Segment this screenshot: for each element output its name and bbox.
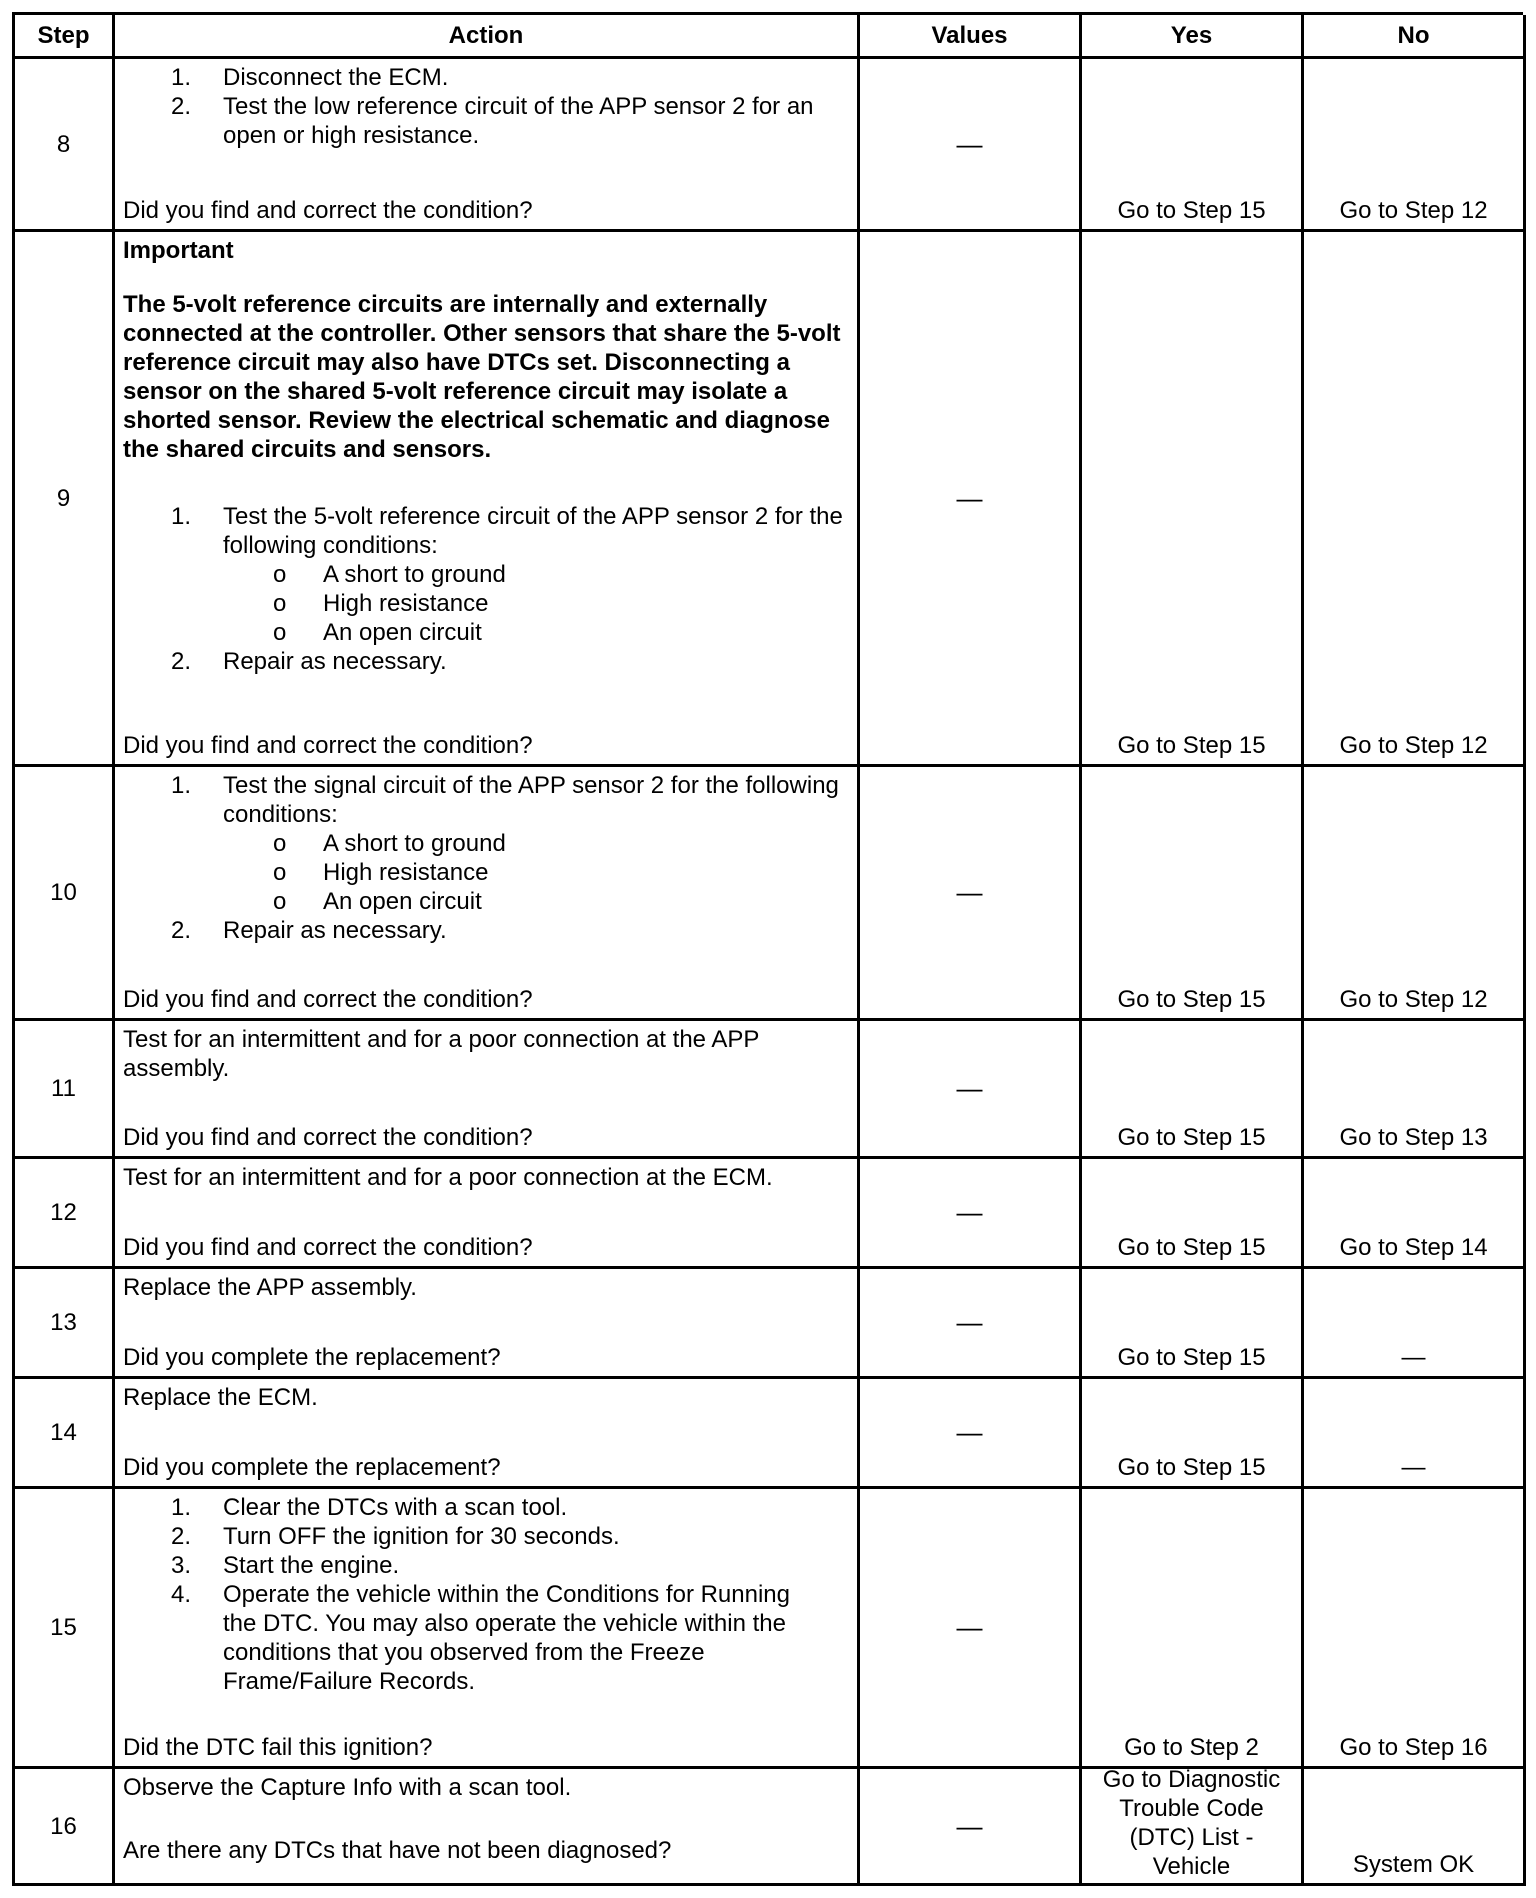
important-note: The 5-volt reference circuits are internally and externally connected at the controller. Other sensors that share the 5-volt reference circuit may also have DTCs set. Disconnecting a sensor on the shared 5-volt reference circuit may isolate a shorted sensor. Review the electrical schematic and diagnose the shared circuits and sensors. [123, 291, 841, 463]
list-item: 4. Operate the vehicle within the Conditions for Running the DTC. You may also operate the vehicle within the conditions that you observed from the Freeze Frame/Failure Records. [171, 1581, 790, 1695]
yes-cell [1082, 1766, 1304, 1886]
yes-link[interactable]: Go to Step 15 [1117, 1344, 1266, 1371]
yes-link[interactable]: Go to Step 15 [1117, 732, 1266, 759]
no-cell [1304, 767, 1526, 1021]
values-cell: — [860, 232, 1082, 767]
no-link[interactable]: Go to Step 12 [1339, 197, 1488, 224]
no-value: — [1401, 1344, 1426, 1371]
values-cell: — [860, 1021, 1082, 1159]
bullet-item: o High resistance [273, 590, 489, 617]
action-cell [115, 59, 860, 232]
step-number: 16 [15, 1769, 115, 1886]
question-text: Did you find and correct the condition? [123, 732, 533, 759]
question-text: Did you find and correct the condition? [123, 986, 533, 1013]
list-item: 2. Repair as necessary. [171, 917, 447, 944]
question-text: Did you complete the replacement? [123, 1344, 501, 1371]
question-text: Did you find and correct the condition? [123, 197, 533, 224]
question-text: Did you complete the replacement? [123, 1454, 501, 1481]
question-text: Did you find and correct the condition? [123, 1234, 533, 1261]
yes-cell [1082, 1159, 1304, 1269]
step-number: 14 [15, 1379, 115, 1489]
action-text: Replace the APP assembly. [123, 1274, 417, 1301]
step-number: 11 [15, 1021, 115, 1159]
no-cell [1304, 1489, 1526, 1769]
diagnostic-table [12, 12, 1523, 1886]
no-cell [1304, 232, 1526, 767]
yes-cell [1082, 1021, 1304, 1159]
values-cell: — [860, 767, 1082, 1021]
yes-link[interactable]: Go to Step 15 [1117, 197, 1266, 224]
action-text: Replace the ECM. [123, 1384, 318, 1411]
yes-link[interactable]: Go to Step 15 [1117, 1234, 1266, 1261]
yes-cell [1082, 59, 1304, 232]
yes-link[interactable]: Go to Step 15 [1117, 1454, 1266, 1481]
bullet-item: o High resistance [273, 859, 489, 886]
no-link[interactable]: Go to Step 16 [1339, 1734, 1488, 1761]
action-text: Test for an intermittent and for a poor connection at the ECM. [123, 1164, 773, 1191]
values-cell: — [860, 1769, 1082, 1886]
action-cell [115, 1379, 860, 1489]
header-no: No [1304, 15, 1526, 59]
list-item: 2. Test the low reference circuit of the APP sensor 2 for an open or high resistance. [171, 93, 814, 149]
no-link[interactable]: Go to Step 12 [1339, 732, 1488, 759]
step-number: 12 [15, 1159, 115, 1269]
values-cell: — [860, 59, 1082, 232]
list-item: 3. Start the engine. [171, 1552, 400, 1579]
no-link[interactable]: Go to Step 14 [1339, 1234, 1488, 1261]
list-item: 1. Test the signal circuit of the APP sensor 2 for the following conditions: [171, 772, 839, 828]
bullet-item: o An open circuit [273, 888, 482, 915]
yes-cell [1082, 232, 1304, 767]
header-action: Action [115, 15, 860, 59]
action-cell [115, 1489, 860, 1769]
yes-link[interactable]: Go to Step 2 [1124, 1734, 1259, 1761]
no-link[interactable]: System OK [1352, 1851, 1475, 1878]
bullet-item: o A short to ground [273, 830, 506, 857]
question-text: Are there any DTCs that have not been diagnosed? [123, 1837, 672, 1864]
action-cell [115, 767, 860, 1021]
step-number: 8 [15, 59, 115, 232]
header-values: Values [860, 15, 1082, 59]
list-item: 2. Repair as necessary. [171, 648, 447, 675]
yes-cell [1082, 767, 1304, 1021]
values-cell: — [860, 1379, 1082, 1489]
action-text: Observe the Capture Info with a scan tool. [123, 1774, 572, 1801]
step-number: 9 [15, 232, 115, 767]
action-text: Test for an intermittent and for a poor connection at the APP assembly. [123, 1026, 759, 1082]
yes-link[interactable]: Go to Diagnostic Trouble Code (DTC) List - Vehicle [1102, 1766, 1281, 1880]
values-cell: — [860, 1159, 1082, 1269]
list-item: 1. Test the 5-volt reference circuit of the APP sensor 2 for the following conditions: [171, 503, 843, 559]
yes-cell [1082, 1379, 1304, 1489]
important-title: Important [123, 237, 234, 264]
yes-cell [1082, 1269, 1304, 1379]
yes-cell [1082, 1489, 1304, 1769]
yes-link[interactable]: Go to Step 15 [1117, 986, 1266, 1013]
no-cell [1304, 1769, 1526, 1886]
step-number: 10 [15, 767, 115, 1021]
no-value: — [1401, 1454, 1426, 1481]
no-cell [1304, 1269, 1526, 1379]
no-cell [1304, 1379, 1526, 1489]
list-item: 1. Disconnect the ECM. [171, 64, 449, 91]
question-text: Did you find and correct the condition? [123, 1124, 533, 1151]
header-yes: Yes [1082, 15, 1304, 59]
header-step: Step [15, 15, 115, 59]
no-link[interactable]: Go to Step 12 [1339, 986, 1488, 1013]
question-text: Did the DTC fail this ignition? [123, 1734, 433, 1761]
bullet-item: o A short to ground [273, 561, 506, 588]
bullet-item: o An open circuit [273, 619, 482, 646]
no-cell [1304, 59, 1526, 232]
list-item: 1. Clear the DTCs with a scan tool. [171, 1494, 568, 1521]
action-cell [115, 1769, 860, 1886]
yes-link[interactable]: Go to Step 15 [1117, 1124, 1266, 1151]
action-cell [115, 1021, 860, 1159]
action-cell [115, 1159, 860, 1269]
step-number: 13 [15, 1269, 115, 1379]
no-link[interactable]: Go to Step 13 [1339, 1124, 1488, 1151]
action-cell [115, 1269, 860, 1379]
no-cell [1304, 1021, 1526, 1159]
action-cell [115, 232, 860, 767]
values-cell: — [860, 1269, 1082, 1379]
list-item: 2. Turn OFF the ignition for 30 seconds. [171, 1523, 620, 1550]
step-number: 15 [15, 1489, 115, 1769]
no-cell [1304, 1159, 1526, 1269]
values-cell: — [860, 1489, 1082, 1769]
